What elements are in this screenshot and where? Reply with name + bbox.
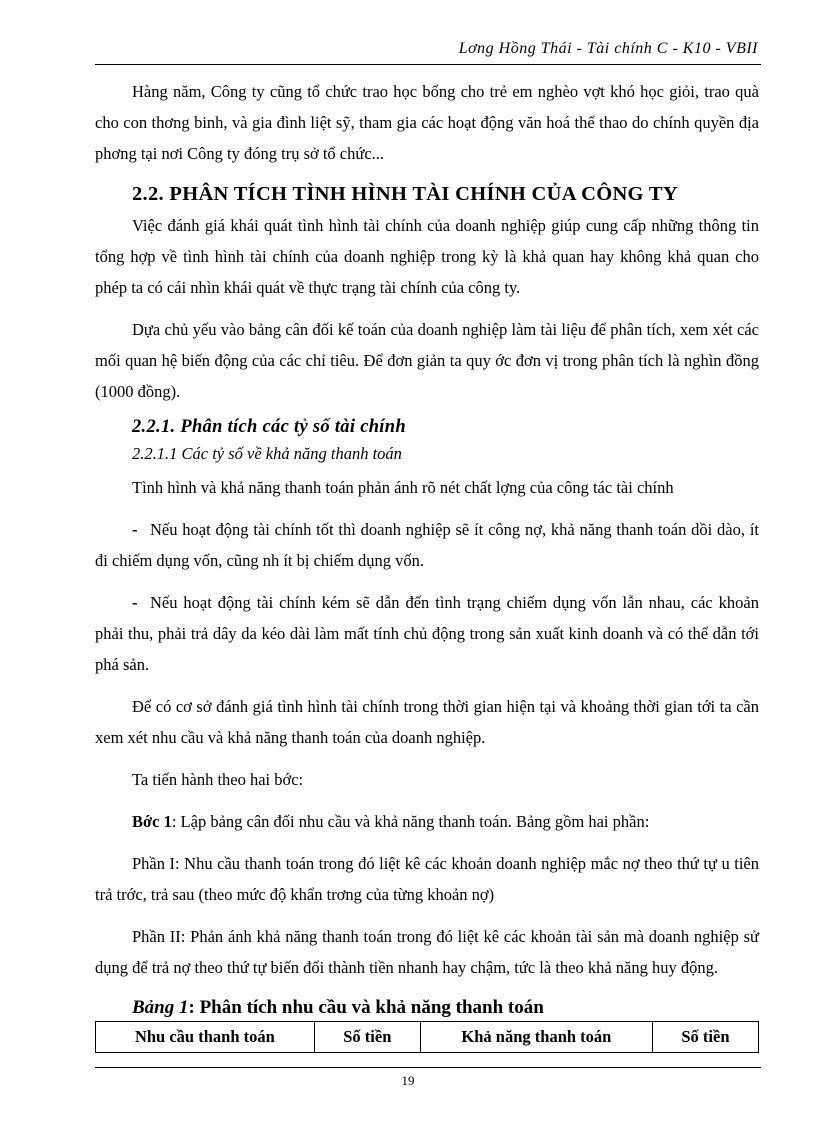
table-header-cell: Nhu cầu thanh toán: [96, 1022, 315, 1053]
footer-rule: [95, 1067, 761, 1068]
section-paragraph-2: Dựa chủ yếu vào bảng cân đối kế toán của doanh nghiệp làm tài liệu để phân tích, xem xét các mối quan hệ biến động của các chỉ tiêu. Để đơn giản ta quy ớc đơn vị trong phân tích là nghìn đồng (1000 đồng).: [95, 320, 759, 401]
step-1-paragraph: [95, 806, 759, 837]
header-rule: [95, 64, 761, 65]
table-header-cell: Số tiền: [652, 1022, 758, 1053]
bullet-dash-icon: -: [132, 593, 138, 612]
subsection-paragraph-2: Để có cơ sở đánh giá tình hình tài chính trong thời gian hiện tại và khoảng thời gian tới ta cần xem xét nhu cầu và khả năng thanh toán của doanh nghiệp.: [95, 697, 759, 747]
running-header: Lơng Hồng Thái - Tài chính C - K10 - VBII: [458, 40, 758, 57]
table-header-cell: Số tiền: [314, 1022, 420, 1053]
step-1-label: Bớc 1: [132, 812, 172, 831]
table-caption-label: Bảng 1: [132, 997, 189, 1018]
step-1-text: : Lập bảng cân đối nhu cầu và khả năng thanh toán. Bảng gồm hai phần:: [171, 812, 650, 831]
part-2-paragraph: Phần II: Phản ánh khả năng thanh toán trong đó liệt kê các khoản tài sản mà doanh nghiệp sử dụng để trả nợ theo thứ tự biến đổi thành tiền nhanh hay chậm, tức là theo khả năng huy động.: [95, 927, 759, 977]
table-header-cell: Khả năng thanh toán: [420, 1022, 652, 1053]
bullet-text: Nếu hoạt động tài chính kém sẽ dẫn đến tình trạng chiếm dụng vốn lẫn nhau, các khoản phải thu, phải trả dây da kéo dài làm mất tính chủ động trong sản xuất kinh doanh và có thể dẫn tới phá sản.: [95, 593, 759, 674]
section-paragraph-1: Việc đánh giá khái quát tình hình tài chính của doanh nghiệp giúp cung cấp những thông tin tổng hợp về tình hình tài chính của doanh nghiệp trong kỳ là khả quan hay không khả quan cho phép ta có cái nhìn khái quát về thực trạng tài chính của công ty.: [95, 216, 759, 297]
part-1-paragraph: Phần I: Nhu cầu thanh toán trong đó liệt kê các khoản doanh nghiệp mắc nợ theo thứ tự u tiên trả trớc, trả sau (theo mức độ khẩn trơng của từng khoản nợ): [95, 854, 759, 904]
page-body: [95, 76, 759, 1027]
balance-table: [95, 1021, 759, 1053]
subsection-heading: 2.2.1. Phân tích các tỷ số tài chính: [132, 417, 406, 437]
subsubsection-heading: 2.2.1.1 Các tỷ số về khả năng thanh toán: [132, 444, 402, 463]
table-caption-text: : Phân tích nhu cầu và khả năng thanh toán: [188, 997, 544, 1018]
bullet-item: [95, 514, 759, 576]
bullet-item: [95, 587, 759, 680]
table-header-row: [96, 1022, 759, 1053]
section-heading: 2.2. PHÂN TÍCH TÌNH HÌNH TÀI CHÍNH CỦA CÔNG TY: [132, 183, 678, 205]
page-number: 19: [401, 1073, 415, 1088]
table-caption: [132, 997, 759, 1019]
bullet-dash-icon: -: [132, 520, 138, 539]
intro-paragraph: Hàng năm, Công ty cũng tổ chức trao học bổng cho trẻ em nghèo vợt khó học giỏi, trao quà cho con thơng binh, và gia đình liệt sỹ, tham gia các hoạt động văn hoá thể thao do chính quyền địa phơng tại nơi Công ty đóng trụ sở tổ chức...: [95, 82, 759, 163]
bullet-text: Nếu hoạt động tài chính tốt thì doanh nghiệp sẽ ít công nợ, khả năng thanh toán dồi dào, ít đi chiếm dụng vốn, cũng nh ít bị chiếm dụng vốn.: [95, 520, 759, 570]
subsection-paragraph-3: Ta tiến hành theo hai bớc:: [132, 770, 304, 789]
subsection-paragraph-1: Tình hình và khả năng thanh toán phản ánh rõ nét chất lợng của công tác tài chính: [132, 478, 674, 497]
